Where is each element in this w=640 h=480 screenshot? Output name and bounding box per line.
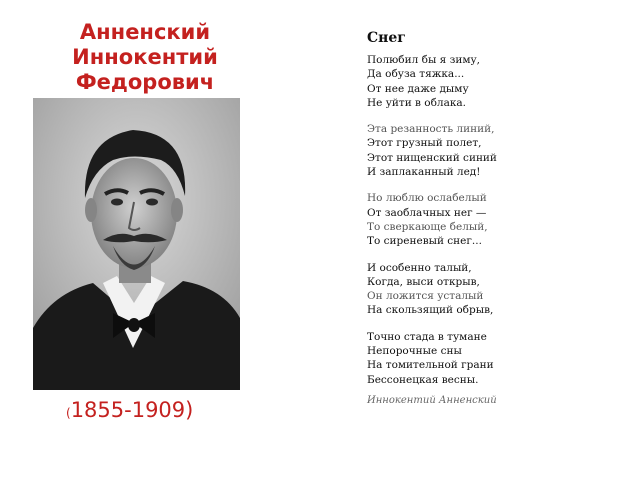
poem-line: Этот грузный полет, [367, 137, 482, 150]
poem-line: На томительной грани [367, 359, 494, 372]
poem-signature: Иннокентий Анненский [367, 394, 497, 406]
portrait-photo [33, 98, 240, 390]
poem-line: Да обуза тяжка... [367, 68, 465, 81]
years-range: 1855-1909) [70, 398, 194, 422]
poem-line: Но люблю ослабелый [367, 192, 487, 205]
author-given-name: Иннокентий [72, 45, 218, 69]
poem-line: Эта резанность линий, [367, 123, 495, 136]
poem-line: На скользящий обрыв, [367, 304, 494, 317]
poem-line: Полюбил бы я зиму, [367, 54, 481, 66]
poem-line: От заоблачных нег — [367, 206, 487, 219]
poem [367, 30, 617, 406]
poem-line: И заплаканный лед! [367, 166, 481, 179]
stanza-1 [367, 53, 617, 110]
poem-line: От нее даже дыму [367, 82, 469, 95]
poem-line: Когда, выси открыв, [367, 275, 480, 288]
poem-line: То сиреневый снег... [367, 235, 482, 248]
poem-line: Этот нищенский синий [367, 151, 497, 164]
life-years [66, 398, 193, 422]
poem-line: Не уйти в облака. [367, 96, 467, 109]
poem-line: Непорочные сны [367, 345, 462, 358]
years-open-paren: ( [66, 406, 71, 420]
poem-title: Снег [367, 30, 406, 46]
poem-line: Точно стада в тумане [367, 330, 487, 343]
stanza-5 [367, 330, 617, 387]
stanza-4 [367, 261, 617, 318]
author-surname: Анненский [79, 20, 211, 44]
stanza-2 [367, 122, 617, 179]
poem-line: И особенно талый, [367, 261, 472, 274]
author-portrait [33, 98, 240, 390]
author-name [40, 20, 250, 95]
author-patronymic: Федорович [75, 70, 215, 94]
poem-line: То сверкающе белый, [367, 220, 488, 233]
stanza-3 [367, 191, 617, 248]
poem-line: Он ложится усталый [367, 290, 484, 303]
poem-line: Бессонецкая весны. [367, 373, 479, 386]
